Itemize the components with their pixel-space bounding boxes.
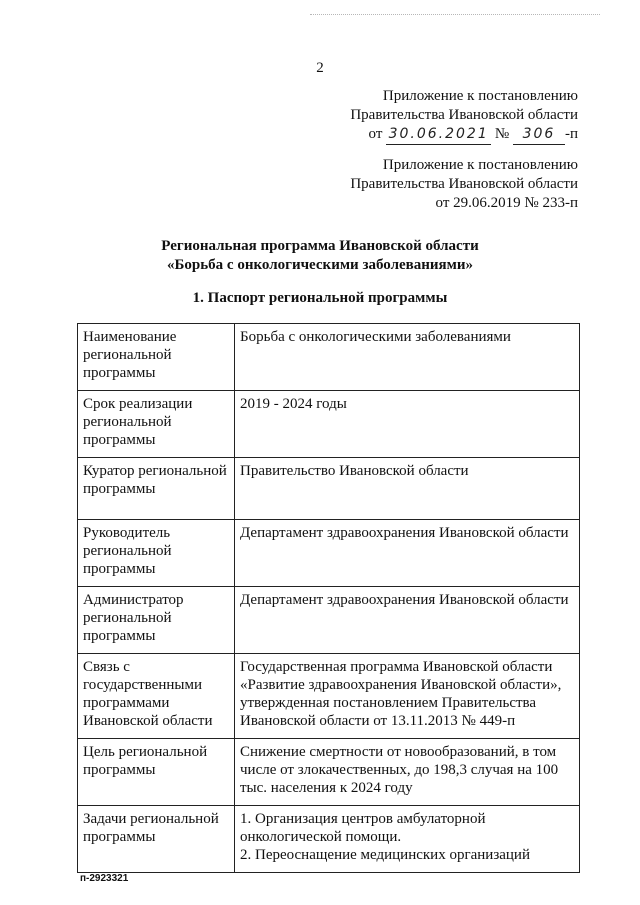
table-row — [78, 806, 580, 873]
table-row — [78, 458, 580, 520]
amendment-line3 — [350, 125, 578, 145]
table-row — [78, 324, 580, 391]
handwritten-date: 30.06.2021 — [386, 125, 491, 145]
amendment-header — [350, 87, 578, 145]
row-value — [235, 806, 580, 873]
table-row — [78, 739, 580, 806]
task-item: 2. Переоснащение медицинских организаций — [240, 847, 530, 863]
passport-table — [77, 323, 580, 873]
row-value: Департамент здравоохранения Ивановской области — [235, 520, 580, 587]
title-line2: «Борьба с онкологическими заболеваниями» — [166, 257, 474, 273]
scan-artifact-line — [310, 14, 600, 18]
row-value: Департамент здравоохранения Ивановской области — [235, 587, 580, 654]
row-label: Цель региональной программы — [78, 739, 235, 806]
row-label: Администратор региональной программы — [78, 587, 235, 654]
row-value: Снижение смертности от новообразований, в том числе от злокачественных, до 198,3 случая на 100 тыс. населения к 2024 году — [235, 739, 580, 806]
original-line2: Правительства Ивановской области — [350, 176, 578, 192]
row-label: Наименование региональной программы — [78, 324, 235, 391]
row-label: Срок реализации региональной программы — [78, 391, 235, 458]
table-row — [78, 587, 580, 654]
amendment-from-label: от — [368, 126, 383, 142]
amendment-number-sign: № — [494, 126, 510, 142]
footer-code: п-2923321 — [80, 873, 129, 884]
amendment-line2: Правительства Ивановской области — [350, 107, 578, 123]
row-label: Руководитель региональной программы — [78, 520, 235, 587]
row-label: Куратор региональной программы — [78, 458, 235, 520]
row-value: Правительство Ивановской области — [235, 458, 580, 520]
amendment-line1: Приложение к постановлению — [382, 88, 578, 104]
row-value: Борьба с онкологическими заболеваниями — [235, 324, 580, 391]
task-item: 1. Организация центров амбулаторной онкологической помощи. — [240, 811, 486, 845]
document-title — [0, 237, 640, 275]
row-label: Задачи региональной программы — [78, 806, 235, 873]
original-line3: от 29.06.2019 № 233-п — [435, 195, 578, 211]
table-row — [78, 654, 580, 739]
table-row — [78, 391, 580, 458]
row-value: Государственная программа Ивановской области «Развитие здравоохранения Ивановской области», утвержденная постановлением Правительства Ивановской области от 13.11.2013 № 449-п — [235, 654, 580, 739]
row-value: 2019 - 2024 годы — [235, 391, 580, 458]
section-title: 1. Паспорт региональной программы — [192, 290, 448, 306]
original-line1: Приложение к постановлению — [382, 157, 578, 173]
amendment-suffix: -п — [564, 126, 578, 142]
title-line1: Региональная программа Ивановской области — [161, 238, 479, 254]
table-row — [78, 520, 580, 587]
handwritten-number: 306 — [513, 125, 565, 145]
page-number: 2 — [316, 60, 324, 76]
original-header — [350, 156, 578, 213]
row-label: Связь с государственными программами Ивановской области — [78, 654, 235, 739]
